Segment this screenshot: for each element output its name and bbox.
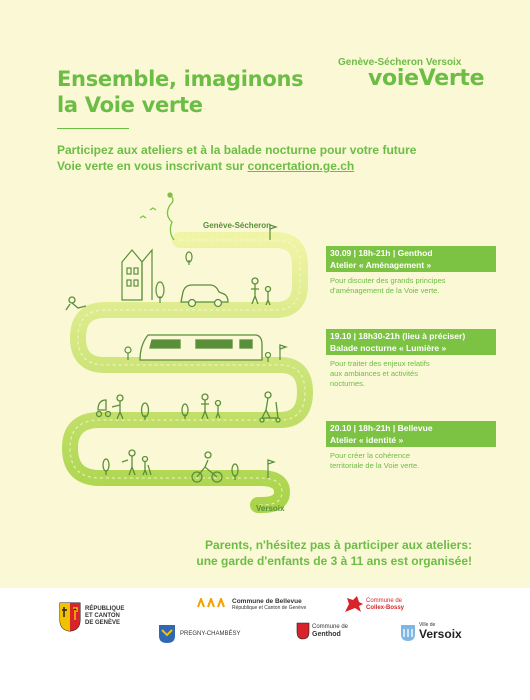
collex-horse-icon xyxy=(343,594,365,614)
event-desc-line: Pour traiter des enjeux relatifs xyxy=(330,359,430,368)
registration-link[interactable]: concertation.ge.ch xyxy=(247,159,355,173)
brand-subtitle: Genève-Sécheron Versoix xyxy=(338,57,462,68)
bellevue-name: Commune de Bellevue xyxy=(232,598,302,605)
event-desc-line: nocturnes. xyxy=(330,379,366,388)
event-header xyxy=(326,329,496,355)
intro-line-2-text: Voie verte en vous inscrivant sur xyxy=(57,159,248,173)
genthod-text-line: Commune de xyxy=(312,624,349,630)
geneve-text-line: DE GENÈVE xyxy=(85,620,121,626)
title-line-1: Ensemble, imaginons xyxy=(57,67,304,91)
event-desc-line: aux ambiances et activités xyxy=(330,369,418,378)
end-label: Versoix xyxy=(256,504,285,513)
versoix-crest-icon xyxy=(400,624,416,642)
event-description xyxy=(326,451,496,471)
train-icon xyxy=(140,335,262,360)
genthod-text-line: Genthod xyxy=(312,631,341,638)
geneve-text-line: ET CANTON xyxy=(85,613,120,619)
genthod-crest-icon xyxy=(296,622,310,640)
partner-logos-footer xyxy=(0,588,530,700)
geneve-crest-icon xyxy=(59,602,81,632)
collex-text-line: Commune de xyxy=(366,598,403,604)
geneve-text-line: RÉPUBLIQUE xyxy=(85,606,125,612)
event-card-lumiere xyxy=(326,329,496,389)
versoix-logo-text: Versoix xyxy=(419,627,462,641)
event-card-identite xyxy=(326,421,496,471)
event-desc-line: Pour discuter des grands principes xyxy=(330,276,446,285)
event-description xyxy=(326,359,496,389)
genthod-logo-text xyxy=(312,624,348,638)
intro-line-1: Participez aux ateliers et à la balade nocturne pour votre future xyxy=(57,143,417,157)
collex-text-line: Collex-Bossy xyxy=(366,605,405,611)
geneve-logo-text xyxy=(85,606,124,627)
scooter-rider-icon xyxy=(260,392,280,422)
bellevue-logo-text xyxy=(232,598,306,612)
route-path xyxy=(70,240,305,505)
event-desc-line: d'aménagement de la Voie verte. xyxy=(330,286,440,295)
event-desc-line: Pour créer la cohérence xyxy=(330,451,411,460)
house-icon xyxy=(122,250,152,300)
event-card-amenagement xyxy=(326,246,496,296)
event-header xyxy=(326,421,496,447)
event-date: 30.09 | 18h-21h | Genthod xyxy=(330,248,433,258)
childcare-notice xyxy=(72,537,472,569)
tree-icon xyxy=(156,252,192,303)
event-title: Atelier « identité » xyxy=(330,435,404,445)
stroller-icon xyxy=(97,395,124,419)
event-date: 19.10 | 18h30-21h (lieu à préciser) xyxy=(330,331,466,341)
start-label: Genève-Sécheron xyxy=(203,221,272,230)
event-title: Atelier « Aménagement » xyxy=(330,260,432,270)
brand-logo: voieVerte xyxy=(368,66,485,91)
kite-icon xyxy=(140,193,174,240)
childcare-line-1: Parents, n'hésitez pas à participer aux ateliers: xyxy=(205,538,472,552)
pregny-logo-text: PREGNY-CHAMBÉSY xyxy=(180,631,241,637)
collex-logo-text xyxy=(366,598,404,612)
walkers-icon xyxy=(251,278,271,305)
childcare-line-2: une garde d'enfants de 3 à 11 ans est organisée! xyxy=(196,554,472,568)
event-header xyxy=(326,246,496,272)
event-title: Balade nocturne « Lumière » xyxy=(330,343,447,353)
title-line-2: la Voie verte xyxy=(57,93,203,117)
event-date: 20.10 | 18h-21h | Bellevue xyxy=(330,423,433,433)
bellevue-sub: République et Canton de Genève xyxy=(232,605,307,611)
versoix-small-text: Ville de xyxy=(419,622,436,628)
event-desc-line: territoriale de la Voie verte. xyxy=(330,461,420,470)
bellevue-logo-icon xyxy=(196,598,230,608)
pregny-crest-icon xyxy=(158,624,176,644)
event-description xyxy=(326,276,496,296)
